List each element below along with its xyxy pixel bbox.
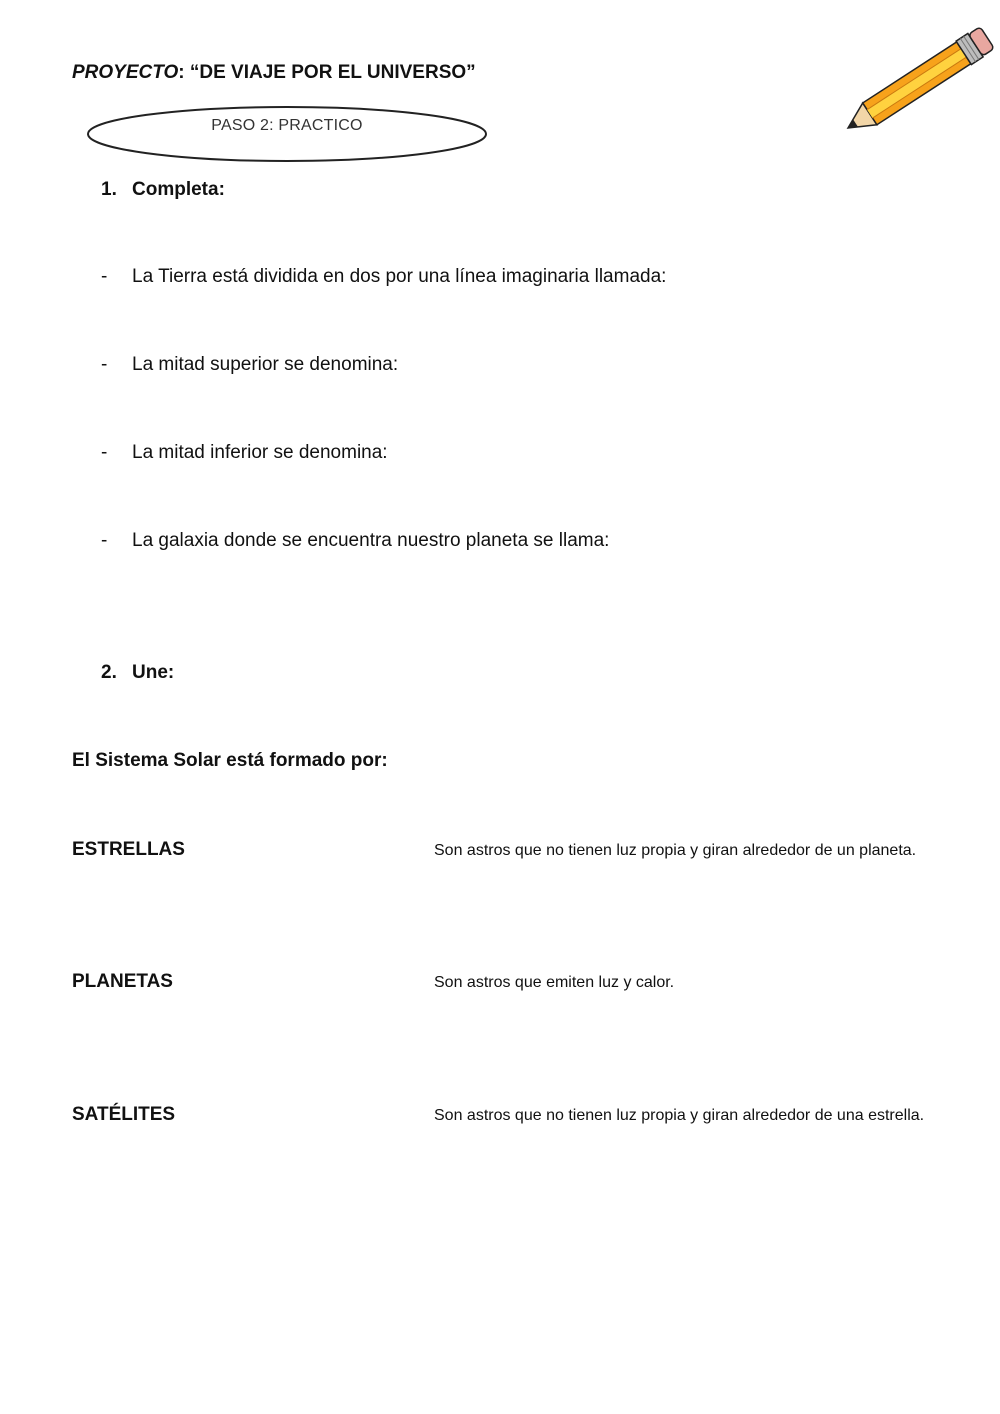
term-estrellas[interactable]: ESTRELLAS <box>72 839 185 860</box>
project-title: : “DE VIAJE POR EL UNIVERSO” <box>178 62 476 83</box>
exercise-2-label: Une: <box>132 662 175 683</box>
term-satelites[interactable]: SATÉLITES <box>72 1104 176 1125</box>
list-item: - La galaxia donde se encuentra nuestro planeta se llama: <box>101 530 610 551</box>
list-item: - La mitad inferior se denomina: <box>101 442 388 463</box>
section-heading: El Sistema Solar está formado por: <box>72 750 388 771</box>
exercise-1-number: 1. <box>101 179 117 200</box>
question-lower-half: La mitad inferior se denomina: <box>132 442 388 463</box>
term-planetas[interactable]: PLANETAS <box>72 971 173 992</box>
exercise-1-title <box>101 179 225 201</box>
definition-3[interactable]: Son astros que no tienen luz propia y giran alrededor de una estrella. <box>434 1107 925 1124</box>
exercise-2-number: 2. <box>101 662 117 683</box>
question-equator: La Tierra está dividida en dos por una línea imaginaria llamada: <box>132 266 667 287</box>
question-upper-half: La mitad superior se denomina: <box>132 354 399 375</box>
project-label: PROYECTO <box>72 62 179 83</box>
list-item: - La Tierra está dividida en dos por una línea imaginaria llamada: <box>101 266 667 287</box>
definition-2[interactable]: Son astros que emiten luz y calor. <box>434 974 675 991</box>
exercise-2-title <box>101 662 174 684</box>
definition-1[interactable]: Son astros que no tienen luz propia y giran alrededor de un planeta. <box>434 842 917 859</box>
pencil-icon <box>818 20 998 150</box>
page-title <box>72 62 476 84</box>
question-galaxy: La galaxia donde se encuentra nuestro planeta se llama: <box>132 530 610 551</box>
step-label: PASO 2: PRACTICO <box>211 117 363 134</box>
exercise-1-label: Completa: <box>132 179 225 200</box>
list-item: - La mitad superior se denomina: <box>101 354 399 375</box>
